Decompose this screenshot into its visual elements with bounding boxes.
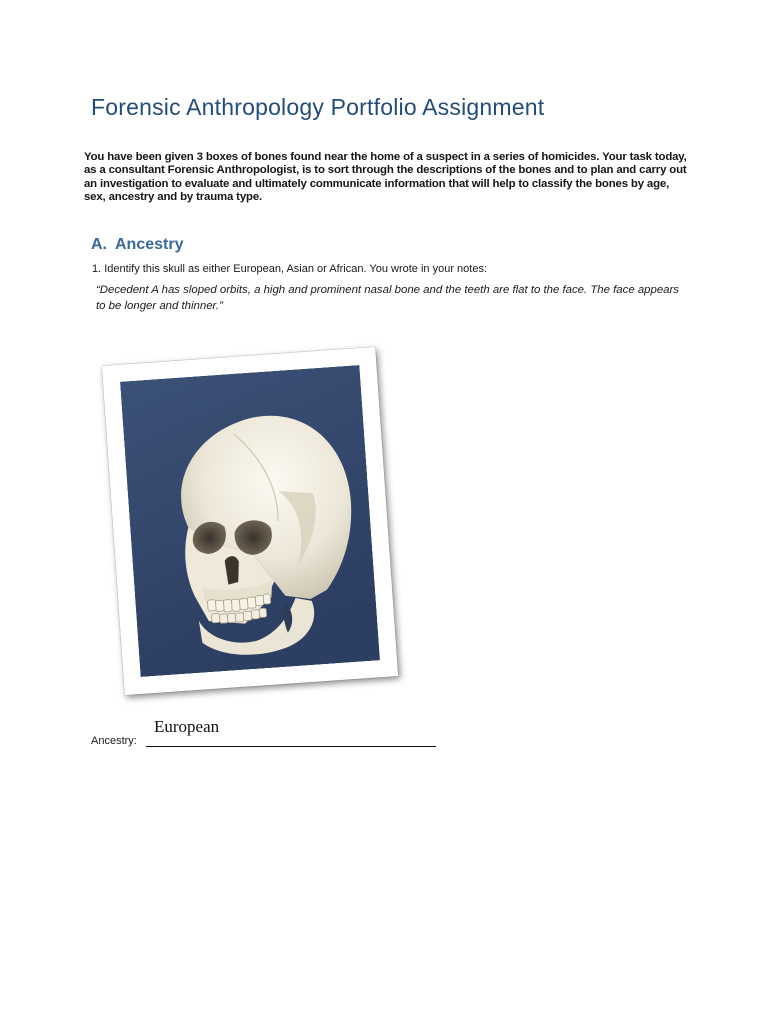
skull-photo [120, 365, 380, 677]
section-heading-ancestry [91, 236, 183, 254]
answer-underline [146, 746, 436, 747]
page-title: Forensic Anthropology Portfolio Assignment [91, 94, 545, 120]
question-1: 1. Identify this skull as either European, Asian or African. You wrote in your notes: [92, 263, 488, 275]
intro-paragraph: You have been given 3 boxes of bones found near the home of a suspect in a series of homicides. Your task today, as a consultant Forensic Anthropologist, is to sort through the descriptions of the bones and to plan and carry out an investigation to evaluate and ultimately communicate information that will help to classify the bones by age, sex, ancestry and by trauma type. [84, 151, 687, 204]
skull-photo-frame [102, 347, 398, 695]
section-letter: A. [91, 236, 107, 253]
answer-label: Ancestry: [91, 735, 137, 747]
notes-quote: “Decedent A has sloped orbits, a high and prominent nasal bone and the teeth are flat to the face. The face appears to be longer and thinner.” [96, 284, 679, 312]
answer-handwritten-value[interactable]: European [154, 717, 220, 736]
section-title: Ancestry [115, 236, 184, 253]
